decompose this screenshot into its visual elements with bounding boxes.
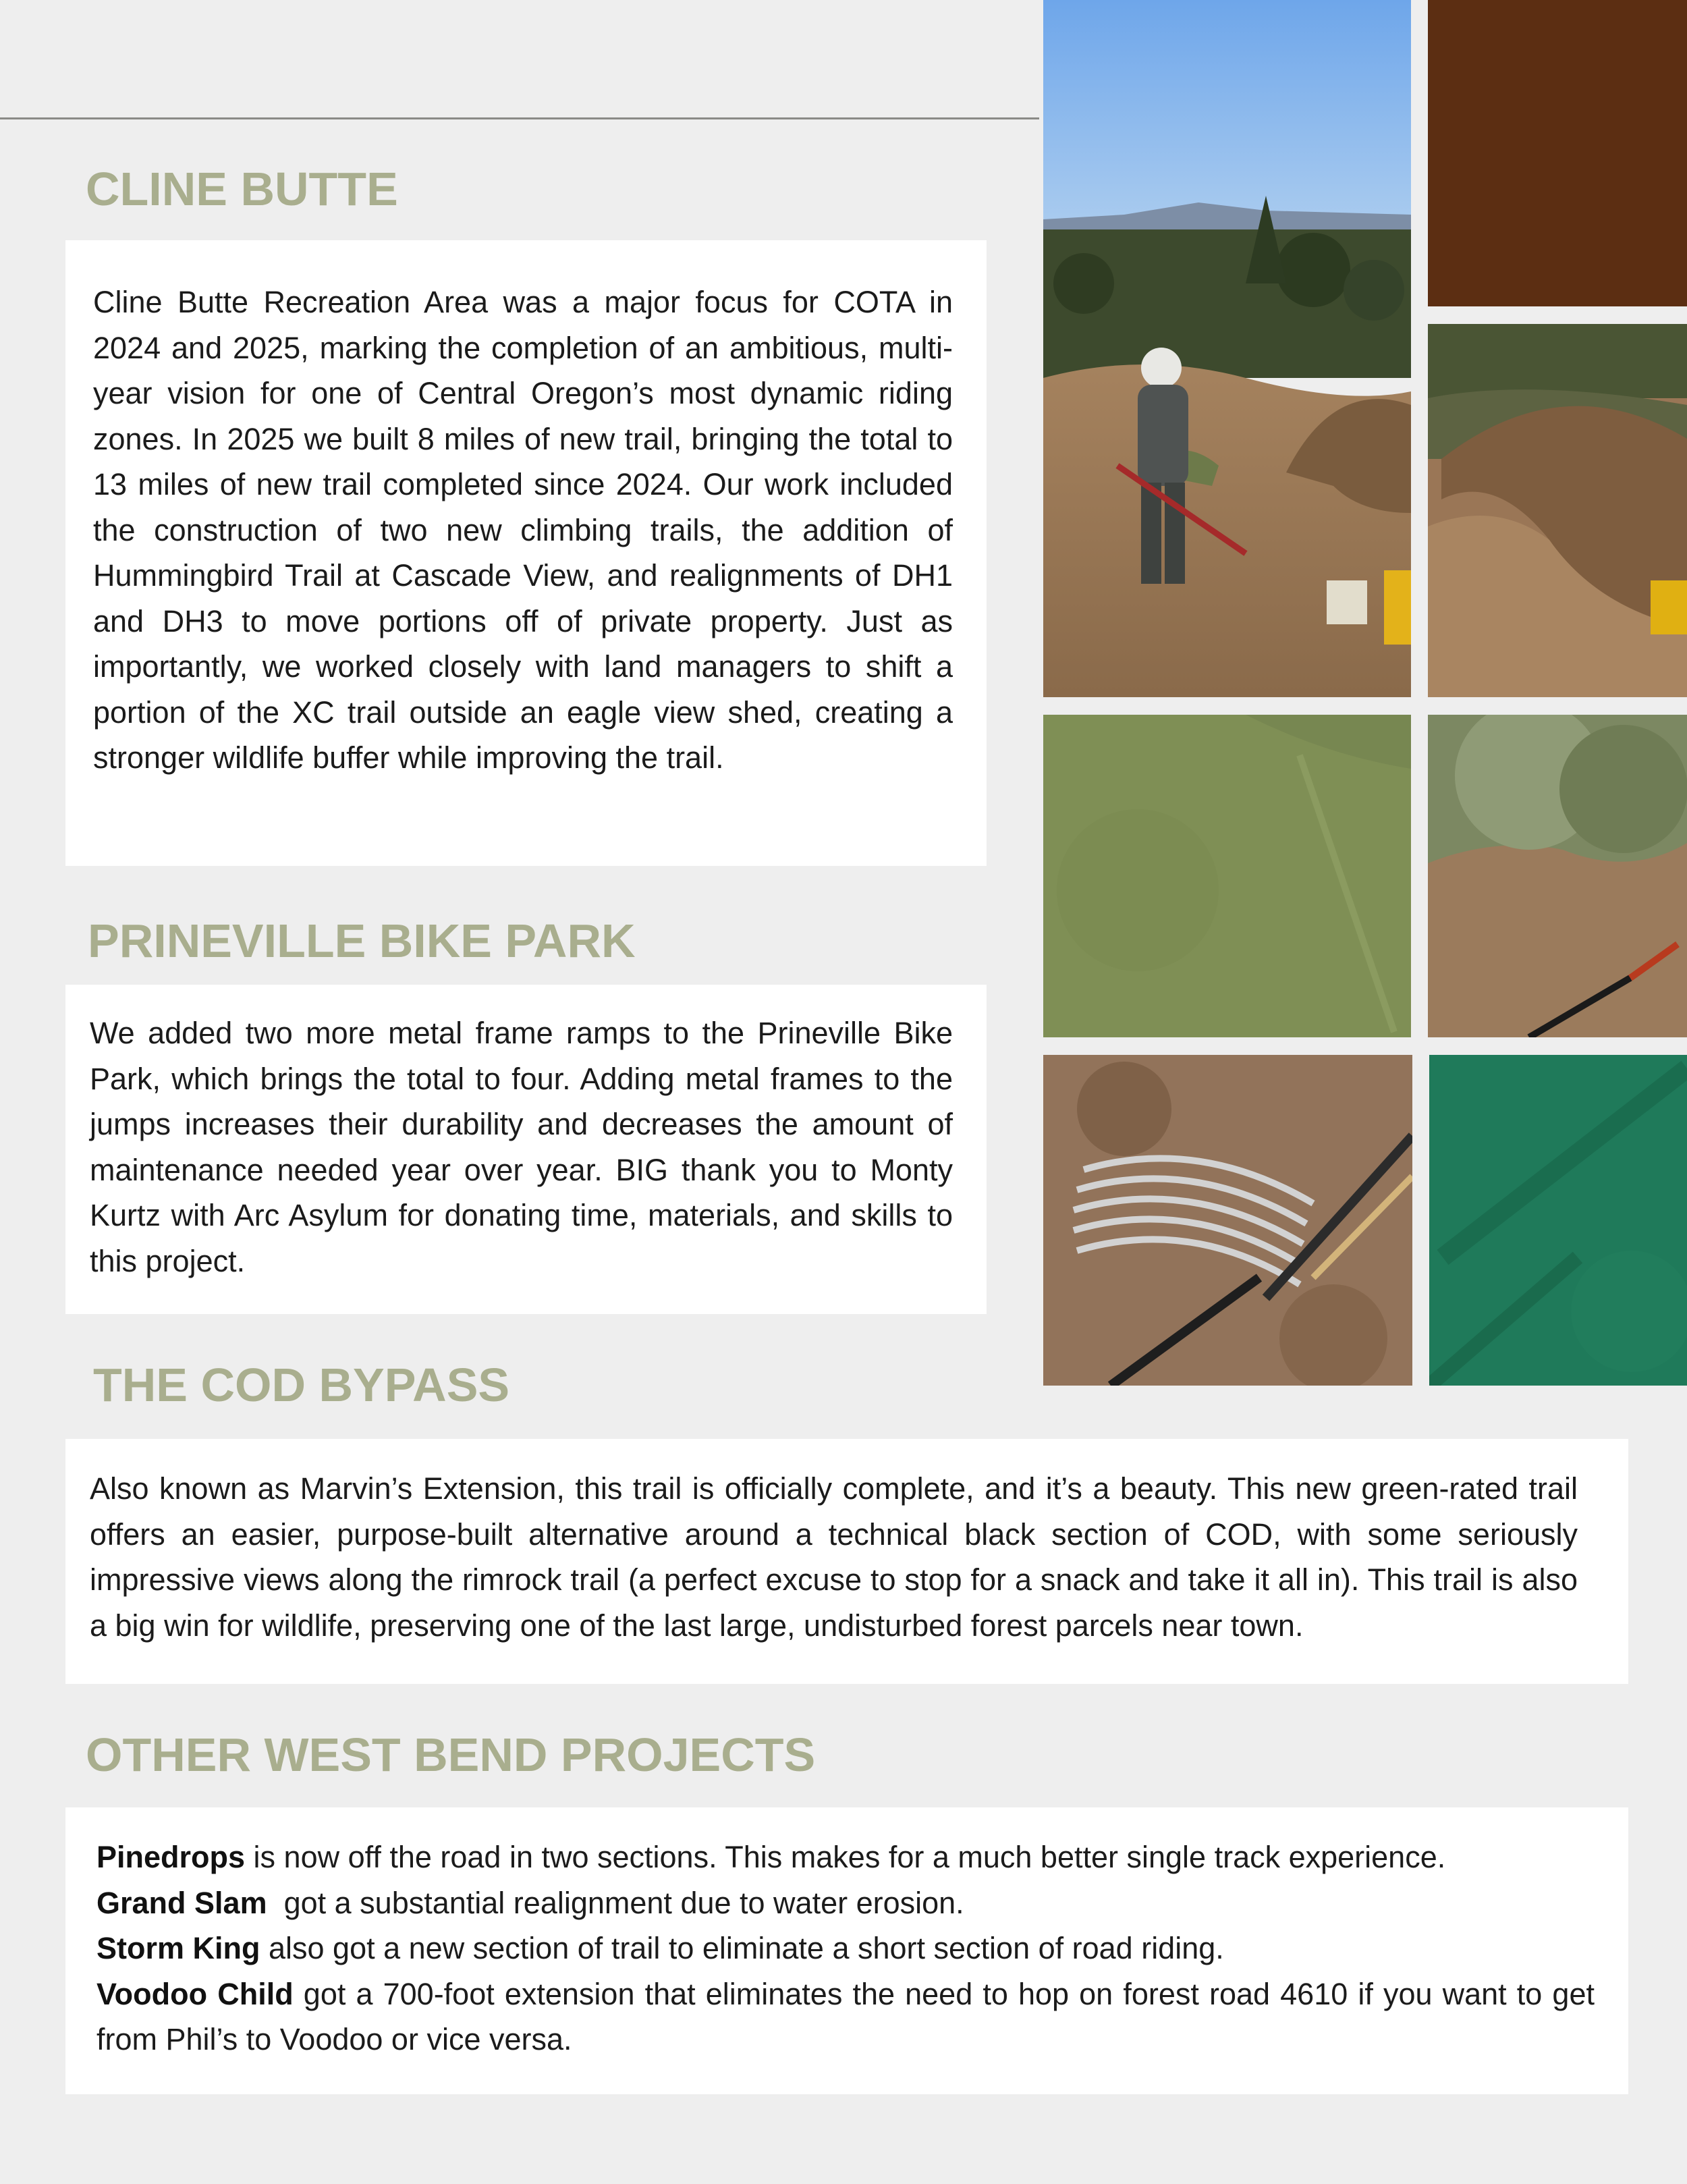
project-name: Storm King (96, 1931, 260, 1965)
cod-bypass-text: Also known as Marvin’s Extension, this trail is officially complete, and it’s a beauty. This new green-rated trail offers an easier, purpose-built alternative around a technical black section of COD, with some seriously impressive views along the rimrock trail (a perfect excuse to stop for a snack and take it all in). This trail is also a big win for wildlife, preserving one of the last large, undisturbed forest parcels near town. (90, 1471, 1578, 1643)
project-item-voodoo-child (96, 1971, 1595, 2063)
west-bend-card (65, 1807, 1628, 2094)
trail-worker-photo (1043, 0, 1411, 697)
cod-bypass-card (65, 1439, 1628, 1684)
olive-tinted-trail-photo (1043, 715, 1411, 1037)
project-item-pinedrops (96, 1834, 1595, 1880)
project-desc: also got a new section of trail to eliminate a short section of road riding. (260, 1931, 1224, 1965)
rake-photo (1043, 1055, 1412, 1386)
west-bend-heading: OTHER WEST BEND PROJECTS (86, 1728, 816, 1781)
cline-butte-card (65, 240, 987, 866)
project-desc: got a substantial realignment due to water erosion. (267, 1885, 964, 1920)
prineville-text: We added two more metal frame ramps to the Prineville Bike Park, which brings the total to four. Adding metal frames to the jumps increases their durability and decreases the amount of maintenance needed year over year. BIG thank you to Monty Kurtz with Arc Asylum for donating time, materials, and skills to this project. (90, 1016, 953, 1278)
cline-butte-text: Cline Butte Recreation Area was a major focus for COTA in 2024 and 2025, marking the completion of an ambitious, multi-year vision for one of Central Oregon’s most dynamic riding zones. In 2025 we built 8 miles of new trail, bringing the total to 13 miles of new trail completed since 2024. Our work included the construction of two new climbing trails, the addition of Hummingbird Trail at Cascade View, and realignments of DH1 and DH3 to move portions off of private property. Just as importantly, we worked closely with land managers to shift a portion of the XC trail outside an eagle view shed, creating a stronger wildlife buffer while improving the trail. (93, 285, 953, 775)
project-name: Voodoo Child (96, 1976, 294, 2011)
cline-butte-heading: CLINE BUTTE (86, 163, 398, 215)
sagebrush-tool-photo (1428, 715, 1687, 1037)
project-desc: got a 700-foot extension that eliminates the need to hop on forest road 4610 if you want to get from Phil’s to Voodoo or vice versa. (96, 1976, 1595, 2056)
project-name: Pinedrops (96, 1840, 246, 1874)
brown-color-block (1428, 0, 1687, 306)
prineville-heading: PRINEVILLE BIKE PARK (88, 914, 636, 967)
header-rule (0, 117, 1039, 119)
prineville-card (65, 985, 987, 1314)
project-name: Grand Slam (96, 1885, 267, 1920)
project-desc: is now off the road in two sections. This makes for a much better single track experience. (245, 1840, 1446, 1874)
project-item-storm-king (96, 1926, 1595, 1971)
project-item-grand-slam (96, 1880, 1595, 1926)
cod-bypass-heading: THE COD BYPASS (93, 1359, 510, 1411)
berm-photo (1428, 324, 1687, 697)
green-tinted-photo (1429, 1055, 1687, 1386)
